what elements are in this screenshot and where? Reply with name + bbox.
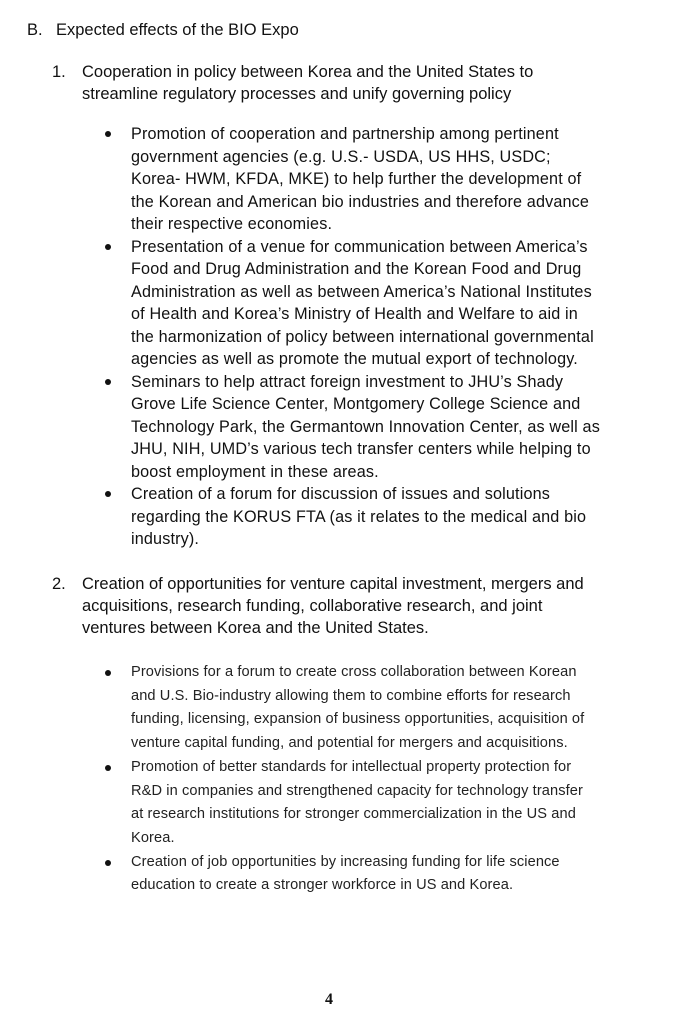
bullet-icon bbox=[105, 244, 111, 250]
text-line: of Health and Korea’s Ministry of Health and Welfare to aid in bbox=[131, 305, 578, 323]
bullet-icon bbox=[105, 131, 111, 137]
text-line: industry). bbox=[131, 530, 200, 548]
text-line: Grove Life Science Center, Montgomery College Science and bbox=[131, 395, 581, 413]
list-item bbox=[103, 851, 584, 898]
text-line: Provisions for a forum to create cross collaboration between Korean bbox=[131, 664, 577, 680]
text-line: the Korean and American bio industries and therefore advance bbox=[131, 192, 590, 211]
bullet-list-1 bbox=[103, 123, 600, 551]
text-line: R&D in companies and strengthened capacity for technology transfer bbox=[131, 782, 583, 799]
bullet-list-2 bbox=[103, 661, 584, 898]
list-item bbox=[103, 123, 600, 236]
text-line: Seminars to help attract foreign investment to JHU’s Shady bbox=[131, 372, 564, 391]
text-line: JHU, NIH, UMD’s various tech transfer centers while helping to bbox=[131, 440, 591, 458]
text-line: their respective economies. bbox=[131, 215, 333, 233]
bullet-icon bbox=[105, 670, 111, 676]
text-line: Administration as well as between America’s National Institutes bbox=[131, 282, 592, 301]
heading-line: acquisitions, research funding, collaborative research, and joint bbox=[82, 597, 543, 615]
text-line: Creation of a forum for discussion of issues and solutions bbox=[131, 485, 550, 503]
item-number: 1. bbox=[52, 63, 66, 81]
list-item bbox=[103, 756, 584, 851]
text-line: Creation of job opportunities by increasing funding for life science bbox=[131, 853, 560, 870]
text-line: Korea. bbox=[131, 829, 175, 846]
text-line: regarding the KORUS FTA (as it relates to the medical and bio bbox=[131, 507, 587, 526]
text-line: funding, licensing, expansion of business opportunities, acquisition of bbox=[131, 711, 585, 728]
text-line: the harmonization of policy between international governmental bbox=[131, 327, 594, 346]
text-line: Promotion of better standards for intellectual property protection for bbox=[131, 758, 572, 775]
text-line: and U.S. Bio-industry allowing them to combine efforts for research bbox=[131, 687, 571, 704]
text-line: Promotion of cooperation and partnership among pertinent bbox=[131, 125, 559, 143]
bullet-icon bbox=[105, 491, 111, 497]
section-title: Expected effects of the BIO Expo bbox=[56, 21, 299, 39]
text-line: Presentation of a venue for communication between America’s bbox=[131, 237, 588, 256]
list-item bbox=[103, 483, 600, 551]
section-letter: B. bbox=[27, 21, 43, 39]
text-line: venture capital funding, and potential for mergers and acquisitions. bbox=[131, 735, 568, 752]
page-number: 4 bbox=[325, 991, 333, 1008]
heading-line: Creation of opportunities for venture capital investment, mergers and bbox=[82, 575, 584, 593]
text-line: boost employment in these areas. bbox=[131, 462, 379, 481]
list-item bbox=[103, 371, 600, 484]
text-line: Technology Park, the Germantown Innovation Center, as well as bbox=[131, 417, 600, 436]
bullet-icon bbox=[105, 765, 111, 771]
text-line: Korea- HWM, KFDA, MKE) to help further the development of bbox=[131, 170, 582, 188]
text-line: at research institutions for stronger commercialization in the US and bbox=[131, 806, 576, 823]
text-line: Food and Drug Administration and the Korean Food and Drug bbox=[131, 260, 582, 278]
text-line: education to create a stronger workforce in US and Korea. bbox=[131, 877, 514, 894]
list-item bbox=[103, 661, 584, 756]
bullet-icon bbox=[105, 379, 111, 385]
bullet-icon bbox=[105, 860, 111, 866]
item-number: 2. bbox=[52, 575, 66, 593]
list-item bbox=[103, 236, 600, 371]
section-heading bbox=[27, 19, 299, 41]
text-line: government agencies (e.g. U.S.- USDA, US HHS, USDC; bbox=[131, 147, 551, 166]
heading-line: Cooperation in policy between Korea and the United States to bbox=[82, 63, 534, 81]
heading-line: ventures between Korea and the United States. bbox=[82, 619, 429, 637]
text-line: agencies as well as promote the mutual export of technology. bbox=[131, 350, 578, 368]
heading-line: streamline regulatory processes and unify governing policy bbox=[82, 85, 512, 103]
